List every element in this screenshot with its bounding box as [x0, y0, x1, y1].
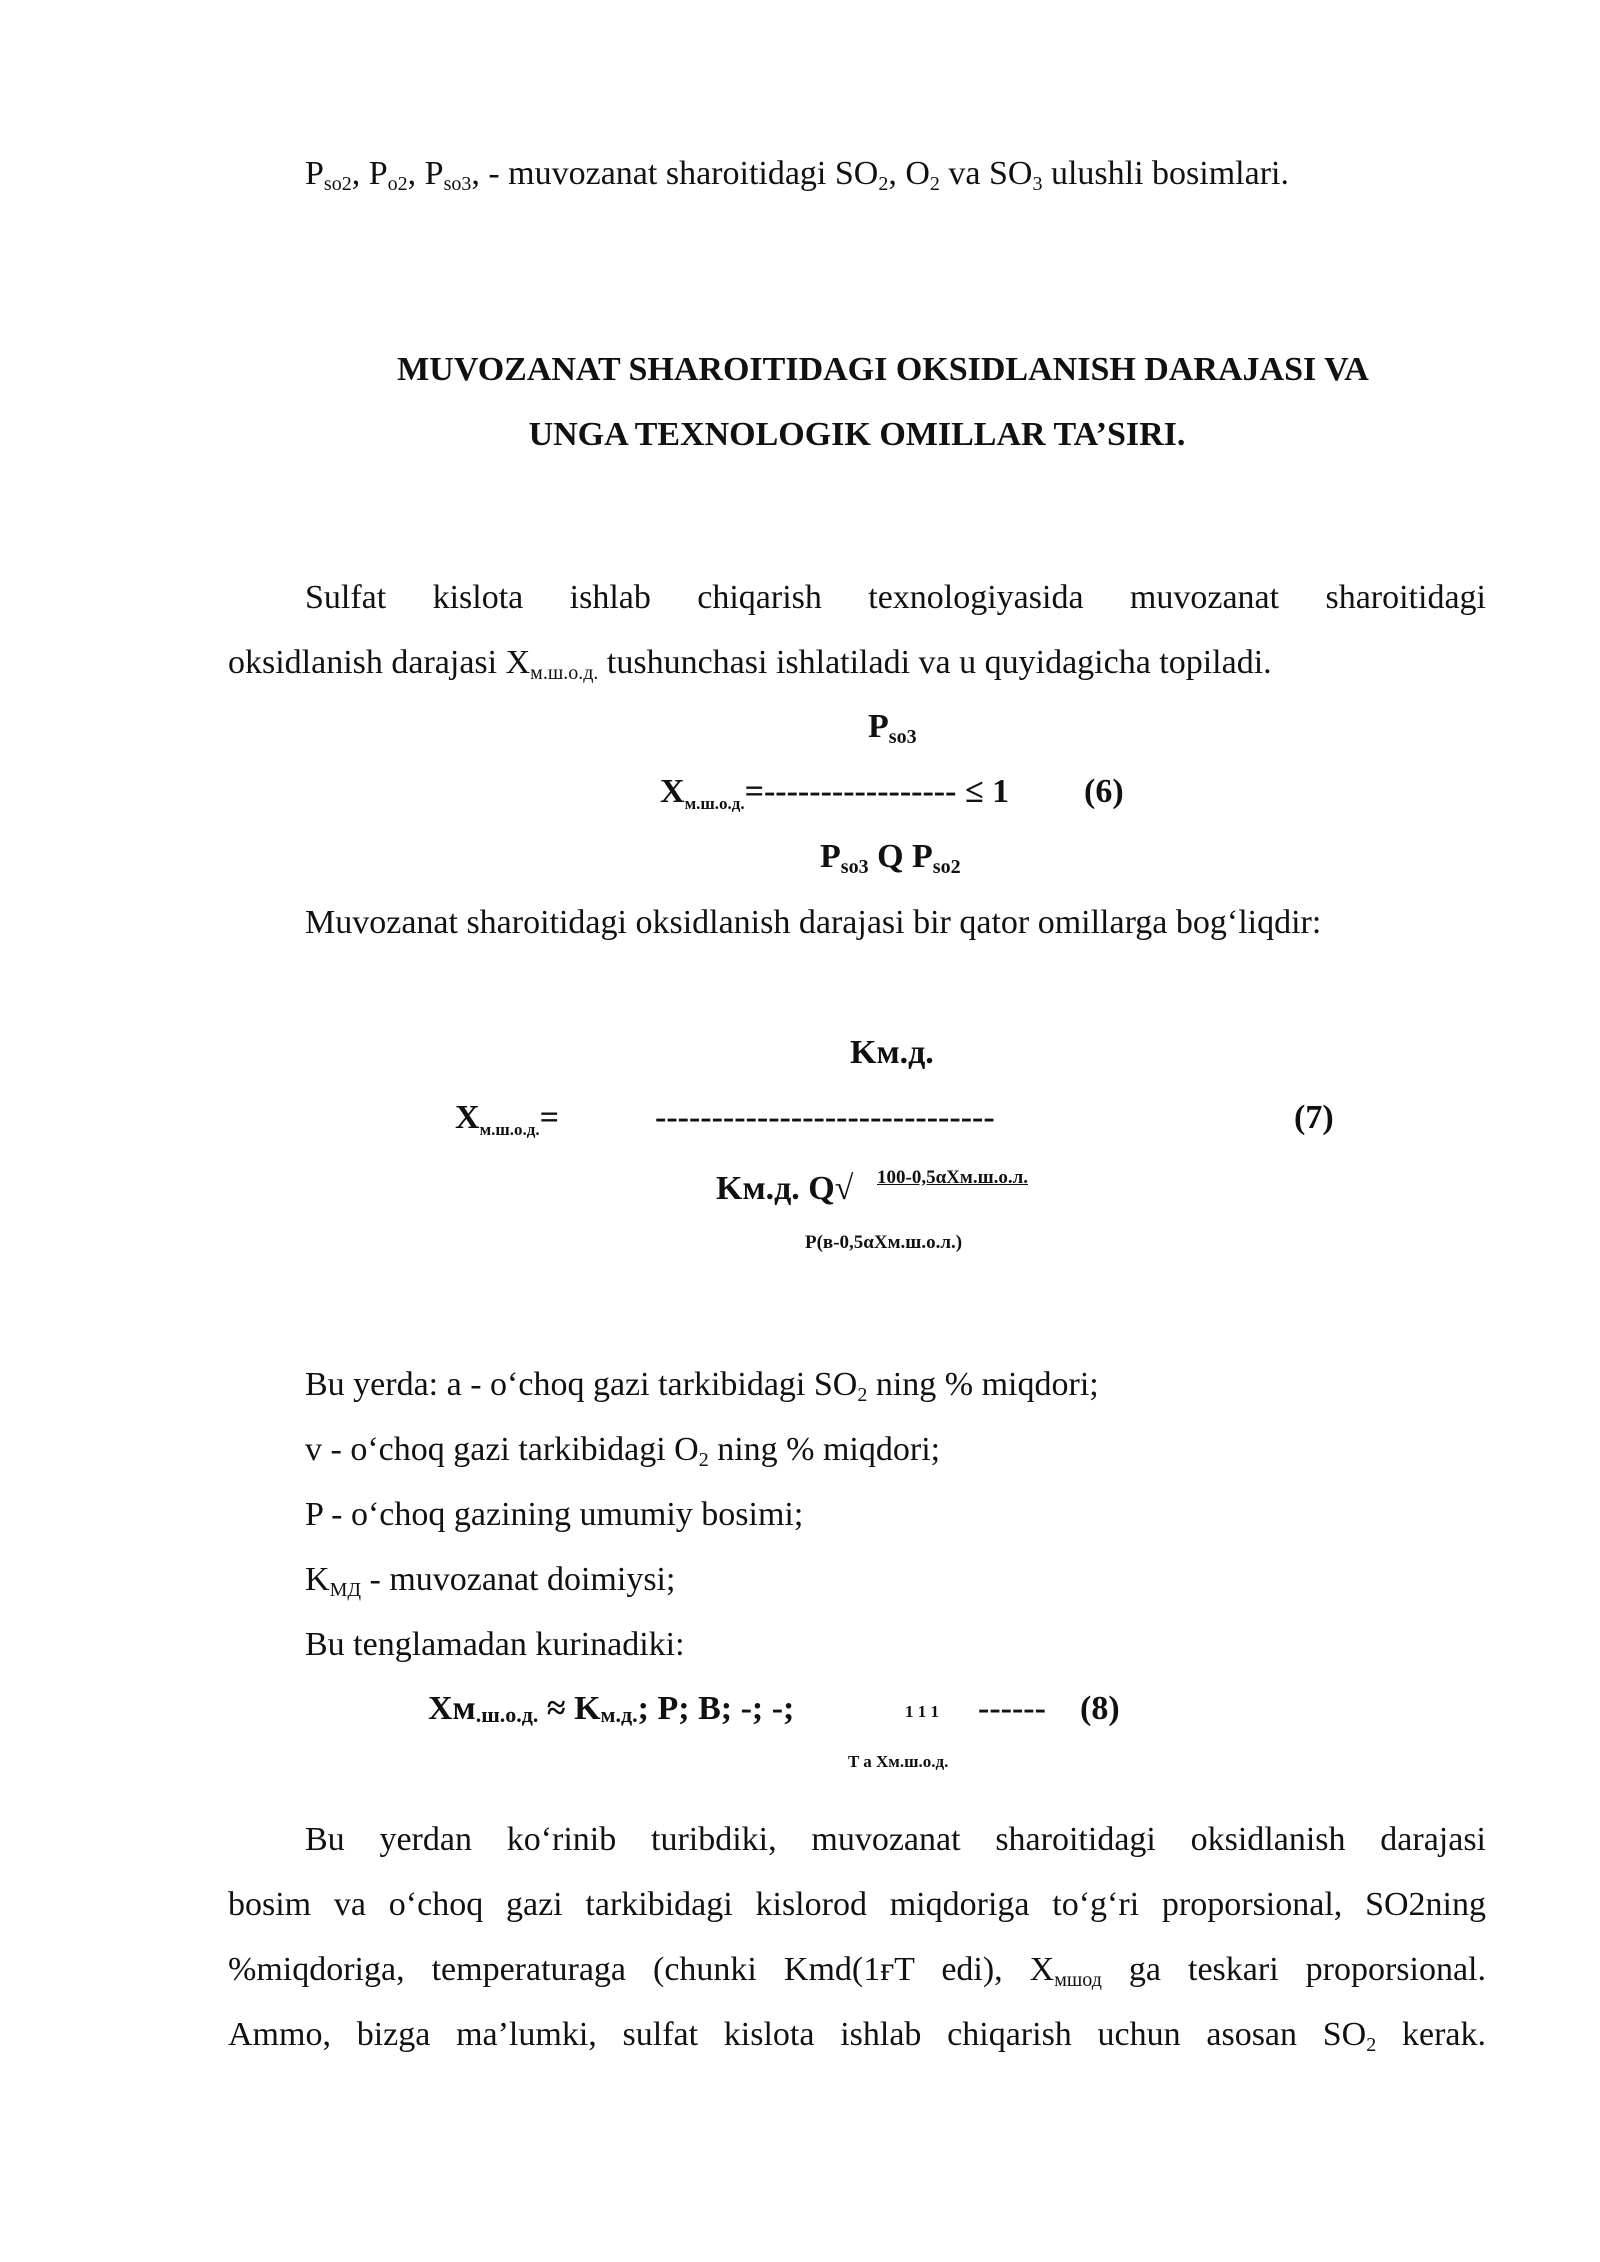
formula-7-fraction-bar: ------------------------------	[655, 1099, 995, 1136]
subscript: м.ш.о.д.	[479, 1120, 540, 1139]
equation-number-8: (8)	[1080, 1690, 1120, 1727]
subscript: м.д.	[600, 1702, 638, 1727]
text-run: P	[868, 708, 889, 745]
partial-pressures-line	[305, 154, 1289, 194]
text-run: %miqdoriga, temperaturaga (chunki Kmd(1ғT edi), X	[228, 1951, 1055, 1988]
subscript: so2	[932, 856, 961, 878]
text-run: tushunchasi ishlatiladi va u quyidagicha topiladi.	[598, 644, 1272, 681]
text-run: Xм	[428, 1690, 476, 1727]
formula-7-lhs	[455, 1099, 559, 1137]
text-run: Q P	[868, 838, 933, 875]
text-run: , - muvozanat sharoitidagi SO	[471, 155, 879, 192]
text-run: P	[305, 155, 324, 192]
definition-k	[305, 1560, 675, 1600]
subscript: .ш.о.д.	[475, 1702, 539, 1727]
formula-7-numerator: Kм.д.	[850, 1034, 934, 1071]
text-run: Bu yerda: a - o‘choq gazi tarkibidagi SO	[305, 1366, 858, 1403]
text-run: - muvozanat doimiysi;	[361, 1561, 676, 1598]
formula-6-main	[660, 773, 1009, 811]
formula-8-main	[428, 1690, 794, 1728]
subscript: МД	[329, 1579, 361, 1601]
subscript: м.ш.о.д.	[684, 794, 745, 813]
subscript: o2	[387, 173, 408, 195]
paragraph-3-line-1: Bu yerdan ko‘rinib turibdiki, muvozanat sharoitidagi oksidlanish darajasi	[305, 1821, 1486, 1858]
text-run: ulushli bosimlari.	[1042, 155, 1289, 192]
text-run: ning % miqdori;	[708, 1431, 941, 1468]
text-run: ≈ K	[538, 1690, 601, 1727]
formula-8-dashes: ------	[978, 1690, 1046, 1727]
text-run: P	[424, 155, 444, 192]
text-run: ning % miqdori;	[867, 1366, 1099, 1403]
text-run: Ammo, bizga ma’lumki, sulfat kislota ishlab chiqarish uchun asosan SO	[228, 2016, 1367, 2053]
subscript: 2	[929, 173, 940, 195]
equation-number-6: (6)	[1084, 773, 1124, 810]
definition-v	[305, 1430, 940, 1470]
subscript: so3	[888, 726, 917, 748]
subscript: so3	[840, 856, 869, 878]
formula-7-denominator: Kм.д. Q√	[716, 1170, 854, 1207]
formula-6-numerator	[868, 708, 917, 746]
formula-8-under: T a Xм.ш.о.д.	[848, 1752, 949, 1771]
definition-a	[305, 1365, 1099, 1405]
text-run: P	[368, 155, 388, 192]
section-heading-line-2: UNGA TEXNOLOGIK OMILLAR TA’SIRI.	[528, 416, 1186, 453]
formula-8-intro: Bu tenglamadan kurinadiki:	[305, 1626, 685, 1663]
text-run: v - o‘choq gazi tarkibidagi O	[305, 1431, 699, 1468]
subscript: 2	[857, 1384, 868, 1406]
subscript: 2	[1366, 2034, 1377, 2056]
text-run: kerak.	[1376, 2016, 1486, 2053]
text-run: =----------------- ≤ 1	[744, 773, 1010, 810]
paragraph-1-line-2	[228, 643, 1272, 683]
text-run: X	[455, 1099, 480, 1136]
text-run: oksidlanish darajasi X	[228, 644, 531, 681]
text-run: ,	[407, 155, 425, 192]
paragraph-3-line-3	[228, 1950, 1486, 1990]
text-run: , O	[888, 155, 930, 192]
paragraph-1-line-1: Sulfat kislota ishlab chiqarish texnologiyasida muvozanat sharoitidagi	[305, 579, 1486, 616]
paragraph-2: Muvozanat sharoitidagi oksidlanish darajasi bir qator omillarga bog‘liqdir:	[305, 904, 1322, 941]
subscript: so2	[323, 173, 352, 195]
definition-p: P - o‘choq gazining umumiy bosimi;	[305, 1496, 804, 1533]
text-run: va SO	[939, 155, 1033, 192]
formula-7-radicand-top: 100-0,5αXм.ш.о.л.	[877, 1167, 1029, 1188]
formula-6-denominator	[820, 838, 961, 876]
equation-number-7: (7)	[1294, 1099, 1334, 1136]
text-run: P	[820, 838, 841, 875]
section-heading-line-1: MUVOZANAT SHAROITIDAGI OKSIDLANISH DARAJASI VA	[397, 351, 1369, 388]
formula-7-radicand-bottom: P(в-0,5αXм.ш.о.л.)	[805, 1232, 963, 1253]
formula-8-ones: 1 1 1	[905, 1702, 939, 1721]
text-run: K	[305, 1561, 330, 1598]
text-run: =	[539, 1099, 559, 1136]
subscript: 2	[878, 173, 889, 195]
subscript: м.ш.о.д.	[530, 662, 599, 684]
paragraph-3-line-2: bosim va o‘choq gazi tarkibidagi kislorod miqdoriga to‘g‘ri proporsional, SO2ning	[228, 1886, 1486, 1923]
subscript: мшод	[1054, 1969, 1102, 1991]
text-run: ,	[351, 155, 369, 192]
text-run: ; P; B; -; -;	[637, 1690, 795, 1727]
text-run: X	[660, 773, 685, 810]
subscript: so3	[443, 173, 472, 195]
subscript: 3	[1032, 173, 1043, 195]
subscript: 2	[698, 1449, 709, 1471]
paragraph-3-line-4	[228, 2015, 1486, 2055]
text-run: ga teskari proporsional.	[1101, 1951, 1487, 1988]
